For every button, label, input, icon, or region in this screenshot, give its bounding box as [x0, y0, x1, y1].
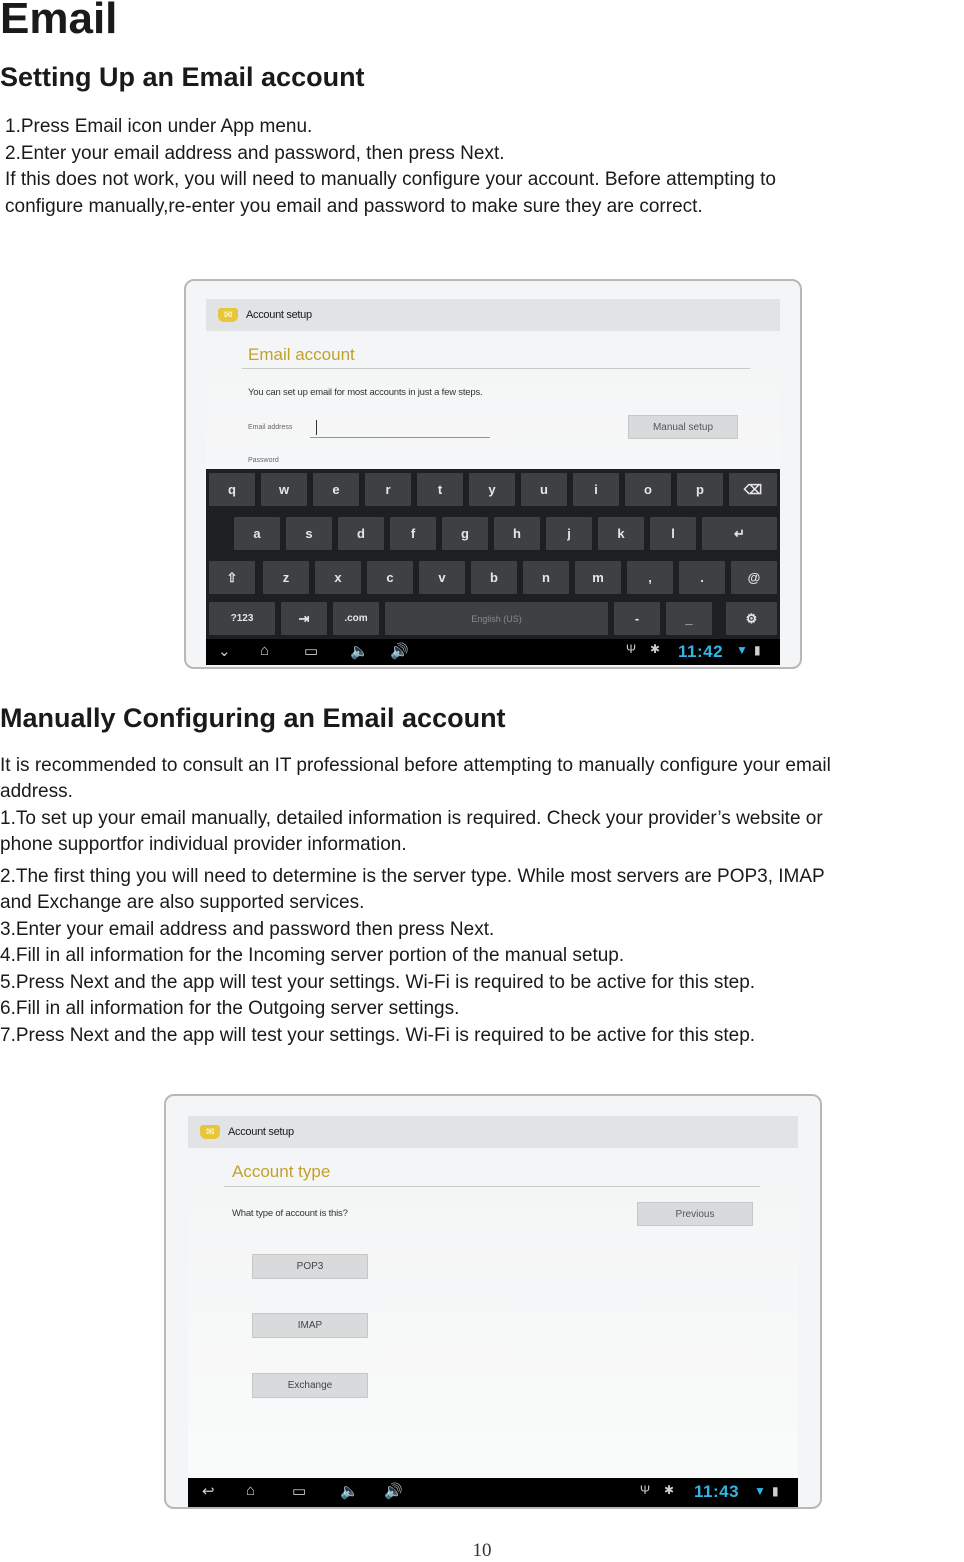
manual-intro-2: address. — [0, 781, 73, 802]
key-l[interactable]: l — [650, 517, 696, 550]
email-address-label: Email address — [248, 424, 293, 431]
setup-step-1: 1.Press Email icon under App menu. — [5, 116, 313, 137]
email-account-heading: Email account — [248, 345, 355, 364]
key-underscore[interactable]: _ — [666, 602, 712, 635]
email-app-icon: ✉ — [218, 308, 238, 322]
numbers-key[interactable]: ?123 — [209, 602, 275, 635]
manual-step-1a: 1.To set up your email manually, detailed information is required. Check your provider’s website or — [0, 808, 823, 829]
backspace-key[interactable] — [729, 473, 777, 506]
account-type-heading: Account type — [232, 1162, 331, 1181]
space-key[interactable]: English (US) — [385, 602, 608, 635]
back-icon[interactable]: ↩ — [202, 1483, 215, 1500]
tablet-screenshot-account-type — [164, 1094, 822, 1509]
setup-note-2: configure manually,re-enter you email and password to make sure they are correct. — [5, 196, 703, 217]
battery-icon: ▮ — [772, 1484, 779, 1498]
section-heading-manual: Manually Configuring an Email account — [0, 703, 506, 733]
backspace-icon: ⌫ — [743, 481, 763, 497]
key-b[interactable]: b — [471, 561, 517, 594]
key-a[interactable]: a — [234, 517, 280, 550]
setup-note-1: If this does not work, you will need to manually configure your account. Before attempting to — [5, 169, 776, 190]
settings-key[interactable] — [726, 602, 777, 635]
key-c[interactable]: c — [367, 561, 413, 594]
key-n[interactable]: n — [523, 561, 569, 594]
wifi-icon: ▼ — [754, 1484, 766, 1498]
volume-up-icon[interactable]: 🔊 — [384, 1483, 403, 1500]
hide-keyboard-icon[interactable]: ⌄ — [218, 643, 231, 660]
key-h[interactable]: h — [494, 517, 540, 550]
manual-step-2b: and Exchange are also supported services. — [0, 892, 365, 913]
tab-icon: ⇥ — [298, 610, 310, 626]
battery-icon: ▮ — [754, 643, 761, 657]
tab-key[interactable] — [281, 602, 327, 635]
key-period[interactable]: . — [679, 561, 725, 594]
system-nav-bar — [206, 639, 780, 665]
key-o[interactable]: o — [625, 473, 671, 506]
previous-button[interactable]: Previous — [637, 1202, 753, 1226]
key-k[interactable]: k — [598, 517, 644, 550]
account-setup-title: Account setup — [228, 1126, 294, 1138]
status-clock: 11:43 — [694, 1482, 740, 1501]
manual-step-5: 5.Press Next and the app will test your settings. Wi-Fi is required to be active for this step. — [0, 972, 756, 993]
key-q[interactable]: q — [209, 473, 255, 506]
key-x[interactable]: x — [315, 561, 361, 594]
key-r[interactable]: r — [365, 473, 411, 506]
page-number: 10 — [472, 1540, 492, 1561]
key-dash[interactable]: - — [614, 602, 660, 635]
manual-setup-button[interactable]: Manual setup — [628, 415, 738, 439]
account-type-question: What type of account is this? — [232, 1208, 348, 1219]
shift-icon: ⇧ — [226, 569, 238, 585]
manual-step-3: 3.Enter your email address and password then press Next. — [0, 919, 495, 940]
android-debug-icon: ✱ — [664, 1483, 675, 1497]
home-icon[interactable]: ⌂ — [246, 1482, 256, 1499]
dotcom-key[interactable]: .com — [333, 602, 379, 635]
manual-step-4: 4.Fill in all information for the Incoming server portion of the manual setup. — [0, 945, 625, 966]
volume-down-icon[interactable]: 🔈 — [340, 1483, 359, 1500]
usb-icon: Ψ — [640, 1483, 651, 1497]
key-e[interactable]: e — [313, 473, 359, 506]
key-i[interactable]: i — [573, 473, 619, 506]
on-screen-keyboard — [206, 469, 780, 665]
password-label: Password — [248, 457, 279, 464]
recent-apps-icon[interactable]: ▭ — [292, 1483, 307, 1500]
usb-icon: Ψ — [626, 642, 637, 656]
account-setup-title: Account setup — [246, 309, 312, 321]
manual-step-7: 7.Press Next and the app will test your settings. Wi-Fi is required to be active for this step. — [0, 1025, 756, 1046]
heading-divider — [242, 368, 750, 369]
android-debug-icon: ✱ — [650, 642, 661, 656]
settings-icon: ⚙ — [745, 610, 758, 626]
wifi-icon: ▼ — [736, 643, 748, 657]
account-setup-bar — [206, 299, 780, 331]
enter-icon: ↵ — [734, 525, 745, 541]
exchange-button[interactable]: Exchange — [252, 1373, 368, 1398]
email-app-icon: ✉ — [200, 1125, 220, 1139]
key-g[interactable]: g — [442, 517, 488, 550]
pop3-button[interactable]: POP3 — [252, 1254, 368, 1279]
manual-step-6: 6.Fill in all information for the Outgoing server settings. — [0, 998, 460, 1019]
volume-up-icon[interactable]: 🔊 — [390, 643, 409, 660]
manual-intro-1: It is recommended to consult an IT professional before attempting to manually configure your email — [0, 755, 831, 776]
manual-step-2a: 2.The first thing you will need to determine is the server type. While most servers are POP3, IMAP — [0, 866, 825, 887]
key-at[interactable]: @ — [731, 561, 777, 594]
enter-key[interactable] — [702, 517, 777, 550]
key-s[interactable]: s — [286, 517, 332, 550]
key-m[interactable]: m — [575, 561, 621, 594]
account-setup-bar — [188, 1116, 798, 1148]
key-f[interactable]: f — [390, 517, 436, 550]
manual-step-1b: phone supportfor individual provider information. — [0, 834, 407, 855]
text-cursor — [316, 420, 317, 435]
setup-subtitle: You can set up email for most accounts in just a few steps. — [248, 387, 483, 398]
page-title: Email — [0, 0, 118, 43]
key-p[interactable]: p — [677, 473, 723, 506]
key-comma[interactable]: , — [627, 561, 673, 594]
setup-step-2: 2.Enter your email address and password, then press Next. — [5, 143, 505, 164]
key-z[interactable]: z — [263, 561, 309, 594]
key-u[interactable]: u — [521, 473, 567, 506]
screen — [206, 299, 780, 665]
email-address-input[interactable] — [310, 436, 490, 438]
key-j[interactable]: j — [546, 517, 592, 550]
key-y[interactable]: y — [469, 473, 515, 506]
key-v[interactable]: v — [419, 561, 465, 594]
key-t[interactable]: t — [417, 473, 463, 506]
screen — [188, 1116, 798, 1507]
recent-apps-icon[interactable]: ▭ — [304, 643, 319, 660]
volume-down-icon[interactable]: 🔈 — [350, 643, 369, 660]
key-d[interactable]: d — [338, 517, 384, 550]
shift-key[interactable] — [209, 561, 255, 594]
heading-divider — [224, 1186, 760, 1187]
system-nav-bar — [188, 1478, 798, 1507]
home-icon[interactable]: ⌂ — [260, 642, 270, 659]
tablet-screenshot-email-account — [184, 279, 802, 669]
section-heading-setup: Setting Up an Email account — [0, 62, 365, 92]
status-clock: 11:42 — [678, 642, 724, 661]
key-w[interactable]: w — [261, 473, 307, 506]
imap-button[interactable]: IMAP — [252, 1313, 368, 1338]
